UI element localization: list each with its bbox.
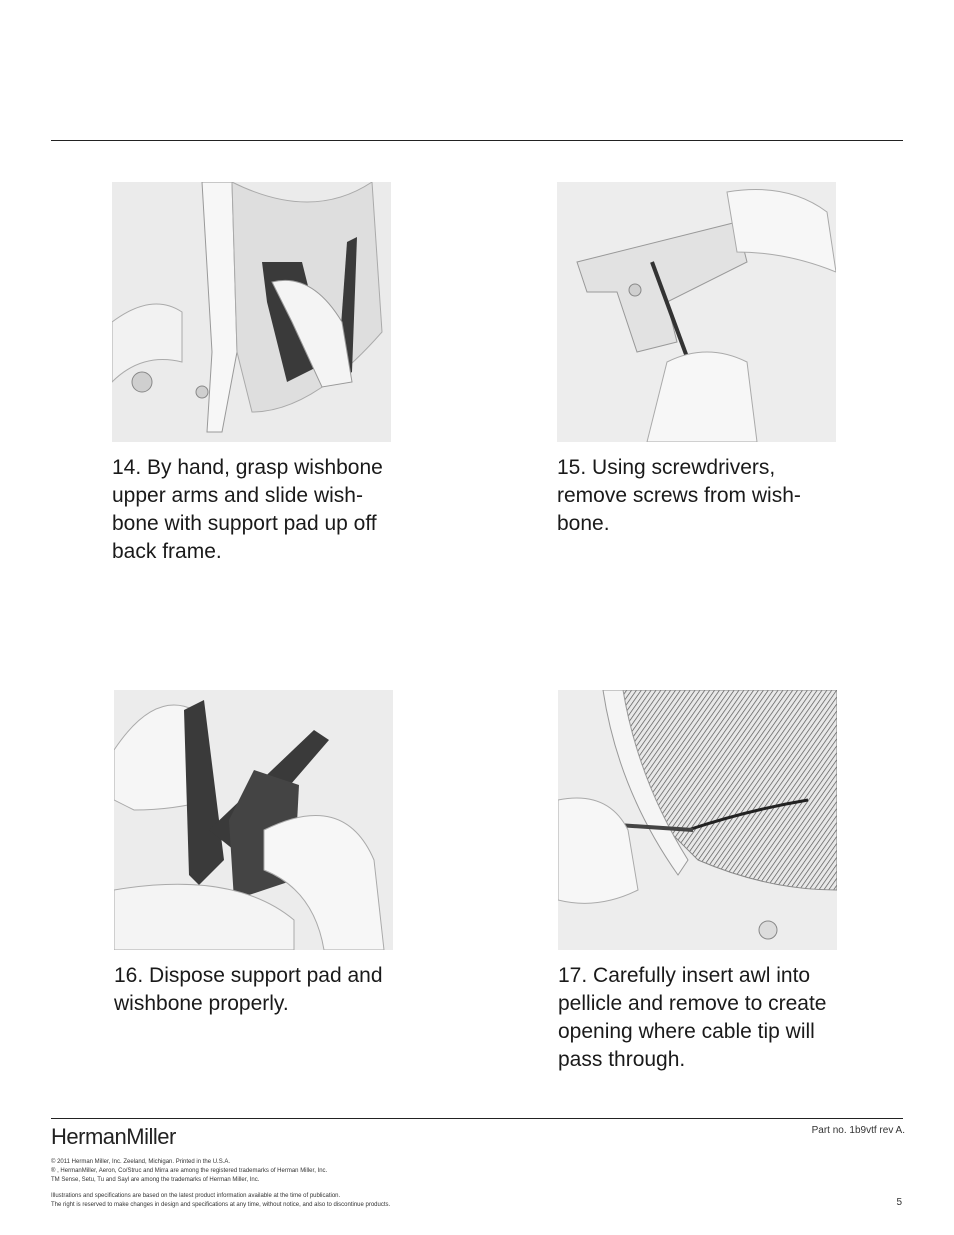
step-15 [557,182,857,538]
step-15-caption: 15. Using screwdrivers, remove screws from wish-bone. [557,456,801,535]
legal-block-1 [51,1158,551,1185]
page-number: 5 [896,1197,902,1208]
brand-logo: HermanMiller [51,1124,176,1149]
legal-line: Illustrations and specifications are based on the latest product information available at the time of publication. [51,1193,341,1199]
legal-line: TM Sense, Setu, Tu and Sayl are among the trademarks of Herman Miller, Inc. [51,1177,260,1183]
step-16 [114,690,414,1018]
step-16-caption: 16. Dispose support pad and wishbone properly. [114,964,383,1015]
bottom-rule [51,1118,903,1119]
part-number: Part no. 1b9vtf rev A. [811,1125,905,1136]
step-17-illustration [558,690,837,950]
step-14 [112,182,412,566]
top-rule [51,140,903,141]
legal-line: © 2011 Herman Miller, Inc. Zeeland, Michigan. Printed in the U.S.A. [51,1159,231,1165]
legal-block-2 [51,1192,551,1210]
step-17 [558,690,858,1074]
step-14-caption: 14. By hand, grasp wishbone upper arms and slide wish-bone with support pad up off back frame. [112,456,383,563]
step-14-illustration [112,182,391,442]
step-15-illustration [557,182,836,442]
legal-line: ® , HermanMiller, Aeron, Co/Struc and Mirra are among the registered trademarks of Herman Miller, Inc. [51,1168,328,1174]
step-16-illustration [114,690,393,950]
step-17-caption: 17. Carefully insert awl into pellicle and remove to create opening where cable tip will pass through. [558,964,827,1071]
legal-line: The right is reserved to make changes in design and specifications at any time, without notice, and also to discontinue products. [51,1202,391,1208]
